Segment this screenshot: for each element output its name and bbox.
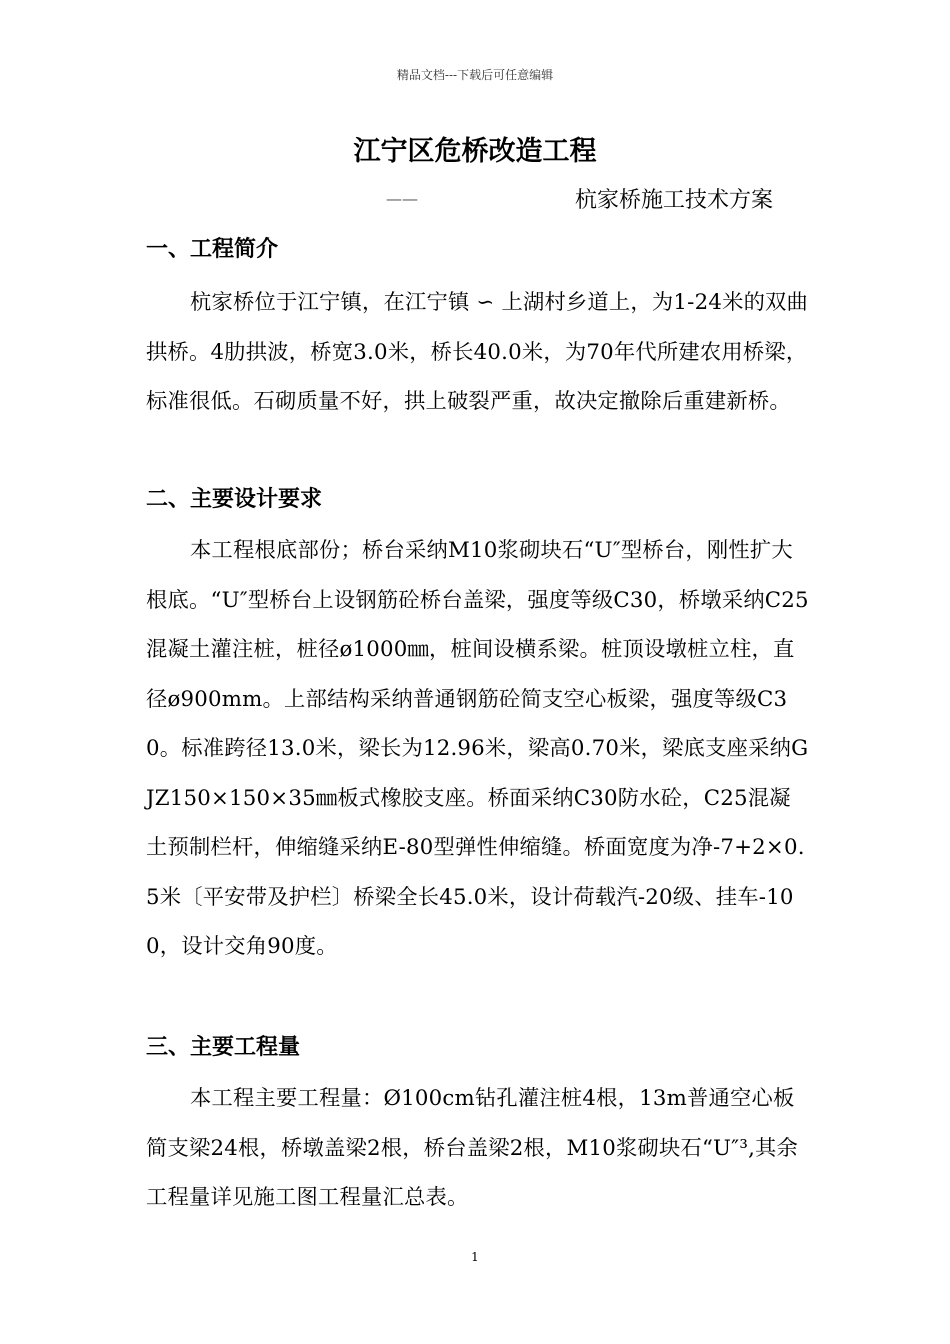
section-paragraph-design-requirements: 本工程根底部份；桥台采纳M10浆砌块石“U″型桥台，刚性扩大根底。“U″型桥台上设钢筋砼桥台盖梁，强度等级C30，桥墩采纳C25混凝土灌注桩，桩径ø1000㎜，桩间设横系梁。桩顶设墩桩立柱，直径ø900mm。上部结构采纳普通钢筋砼简支空心板梁，强度等级C30。标准跨径13.0米，梁长为12.96米，梁高0.70米，梁底支座采纳GJZ150×150×35㎜板式橡胶支座。桥面采纳C30防水砼，C25混凝土预制栏杆，伸缩缝采纳E-80型弹性伸缩缝。桥面宽度为净-7+2×0.5米〔平安带及护栏〕桥梁全长45.0米，设计荷载汽-20级、挂车-100，设计交角90度。 <box>146 538 809 959</box>
document-subtitle: 杭家桥施工技术方案 <box>575 188 774 213</box>
document-title: 江宁区危桥改造工程 <box>353 136 597 167</box>
section-heading-overview: 一、工程简介 <box>146 237 279 262</box>
page-number: 1 <box>471 1250 479 1264</box>
header-note: 精品文档---下载后可任意编辑 <box>396 68 554 82</box>
section-paragraph-quantities: 本工程主要工程量：Ø100cm钻孔灌注桩4根，13m普通空心板简支梁24根，桥墩盖梁2根，桥台盖梁2根，M10浆砌块石“U″³,其余工程量详见施工图工程量汇总表。 <box>146 1086 799 1210</box>
section-heading-quantities: 三、主要工程量 <box>146 1035 301 1060</box>
section-paragraph-overview: 杭家桥位于江宁镇，在江宁镇 ∽ 上湖村乡道上，为1-24米的双曲拱桥。4肋拱波，桥宽3.0米，桥长40.0米，为70年代所建农用桥梁，标准很低。石砌质量不好，拱上破裂严重，故决定撤除后重建新桥。 <box>146 290 809 414</box>
section-heading-design-requirements: 二、主要设计要求 <box>146 487 323 512</box>
subtitle-dash: —— <box>386 189 418 208</box>
